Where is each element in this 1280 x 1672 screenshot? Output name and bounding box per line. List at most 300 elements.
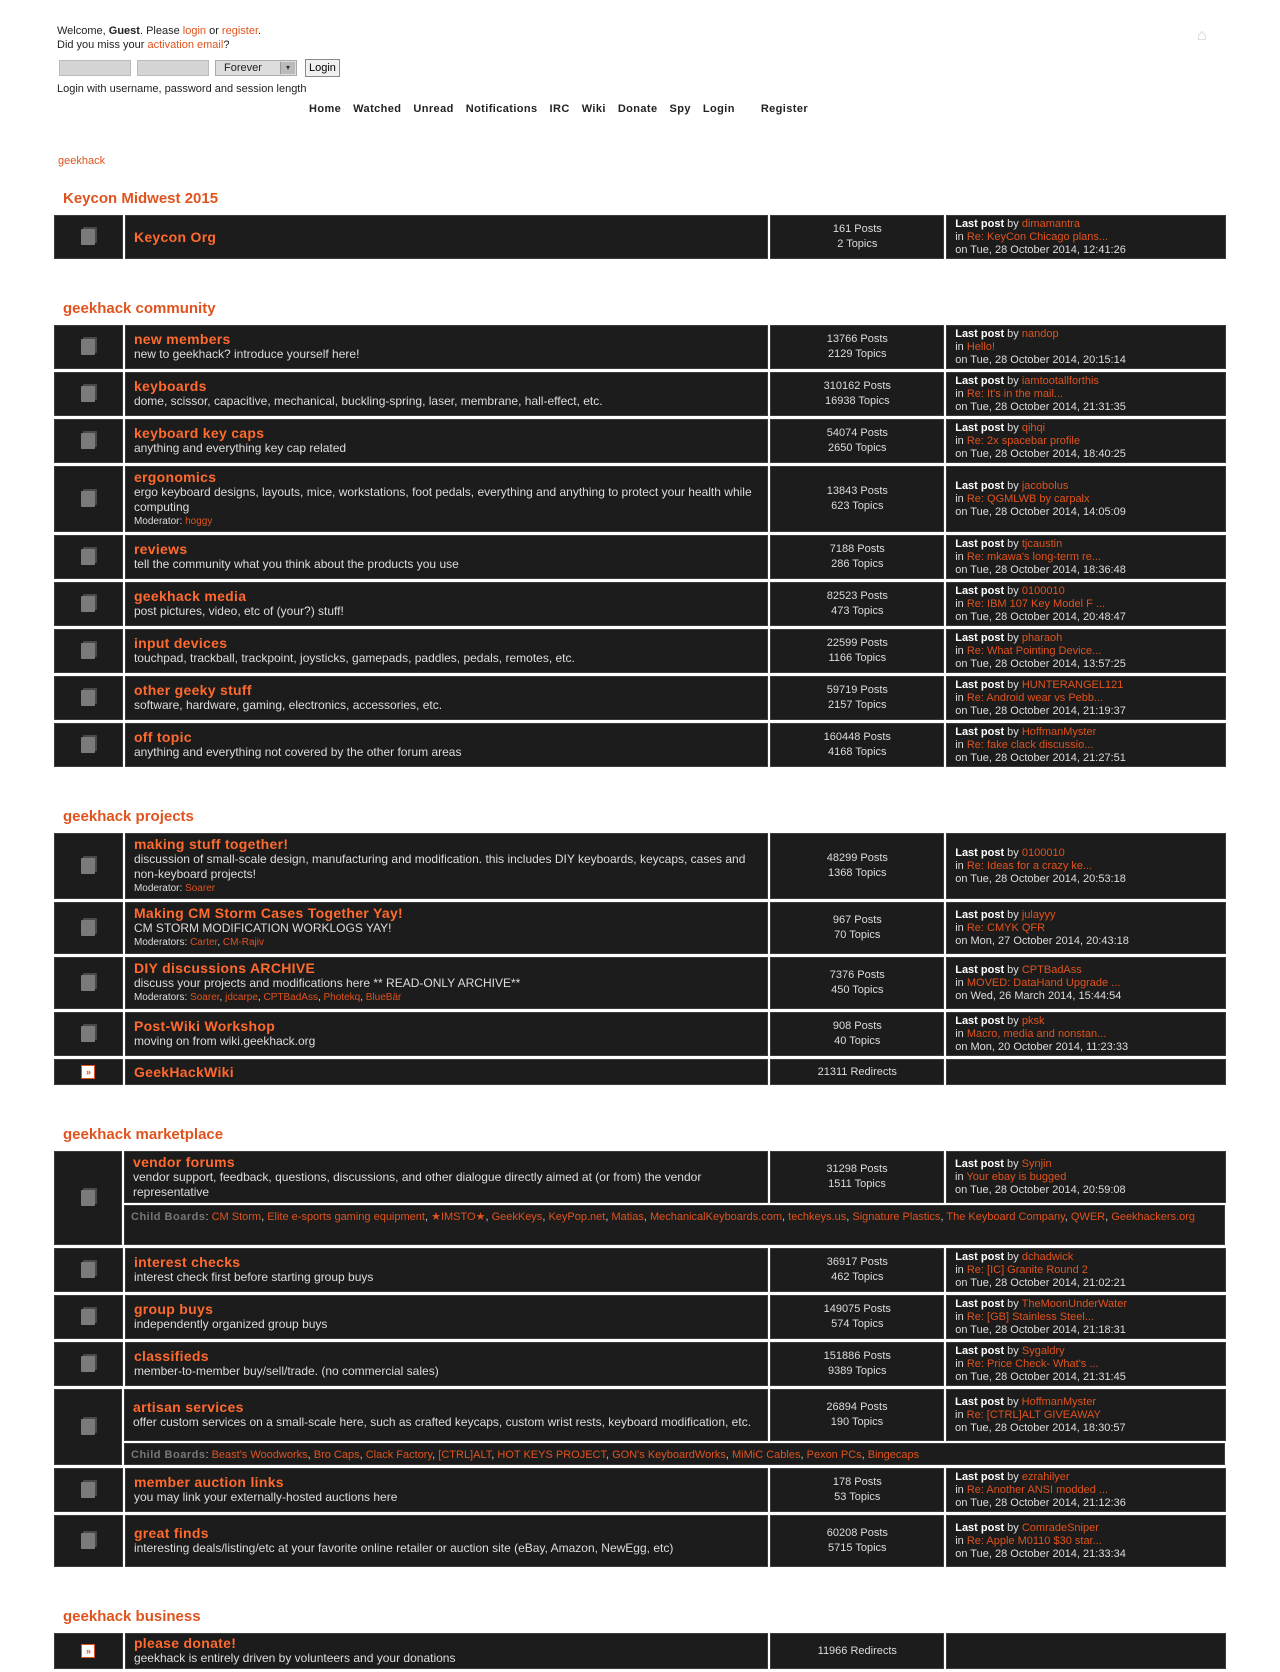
moderator-link[interactable]: Soarer	[185, 882, 216, 894]
last-post-label: Last post	[955, 725, 1005, 738]
child-board-link[interactable]: GeekKeys	[491, 1211, 543, 1223]
forum-stats	[770, 1248, 944, 1292]
activation-link[interactable]: activation email	[147, 39, 224, 51]
forum-row	[54, 1012, 1226, 1056]
main-nav	[309, 103, 820, 115]
post-count: 7376 Posts	[829, 969, 885, 981]
child-boards	[124, 1205, 1225, 1245]
last-post-by	[955, 1471, 1217, 1484]
login-form	[59, 59, 340, 76]
forum-row-top	[124, 1389, 1226, 1441]
forum-row	[54, 1515, 1226, 1567]
last-post-by	[955, 847, 1217, 860]
last-post-label: Last post	[955, 1250, 1005, 1263]
moderator-link[interactable]: hoggy	[185, 515, 213, 527]
board-no-new-posts-icon	[81, 1482, 95, 1498]
moderator-link[interactable]: CPTBadAss	[263, 992, 318, 1003]
separator: ,	[940, 1211, 947, 1223]
separator: ,	[219, 992, 226, 1003]
forum-stats	[770, 582, 944, 626]
category-title[interactable]: Keycon Midwest 2015	[63, 190, 219, 207]
last-topic-link[interactable]: Re: Another ANSI modded ...	[966, 1483, 1109, 1496]
forum-name-link[interactable]: DIY discussions ARCHIVE	[133, 960, 316, 976]
board-no-new-posts-icon	[81, 433, 95, 449]
forum-description: member-to-member buy/sell/trade. (no commercial sales)	[133, 1364, 439, 1378]
last-topic-link[interactable]: Re: [CTRL]ALT GIVEAWAY	[966, 1408, 1101, 1421]
last-post-topic	[955, 551, 1217, 564]
session-length-value: Forever	[224, 61, 262, 74]
post-count: 22599 Posts	[826, 637, 888, 649]
question-mark: ?	[223, 39, 230, 51]
forum-description: touchpad, trackball, trackpoint, joysticks, gamepads, paddles, pedals, remotes, etc.	[133, 651, 575, 665]
forum-name-link[interactable]: classifieds	[133, 1348, 209, 1364]
child-board-link[interactable]: MiMiC Cables	[732, 1449, 801, 1461]
forum-stats	[770, 419, 944, 463]
forum-icon-cell[interactable]	[54, 957, 123, 1009]
forum-description: interest check first before starting group buys	[133, 1270, 374, 1284]
forum-row	[54, 1151, 1226, 1245]
last-post-info	[946, 1295, 1226, 1339]
login-button[interactable]: Login	[305, 59, 340, 77]
forum-name-link[interactable]: off topic	[133, 729, 192, 745]
forum-icon-cell[interactable]	[54, 1012, 123, 1056]
category-title[interactable]: geekhack marketplace	[63, 1126, 224, 1143]
child-board-link[interactable]: Beast's Woodworks	[211, 1449, 308, 1461]
forum-description: dome, scissor, capacitive, mechanical, buckling-spring, laser, membrane, hall-effect, etc.	[133, 394, 603, 408]
last-poster-link[interactable]: 0100010	[1021, 846, 1065, 859]
password-input[interactable]	[137, 60, 209, 76]
last-poster-link[interactable]: jacobolus	[1021, 479, 1069, 492]
board-no-new-posts-icon	[81, 386, 95, 402]
last-post-label: Last post	[955, 374, 1005, 387]
forum-icon-cell[interactable]	[54, 1468, 123, 1512]
last-topic-link[interactable]: Re: IBM 107 Key Model F ...	[966, 597, 1106, 610]
forum-info	[125, 1059, 768, 1085]
forum-name-link[interactable]: geekhack media	[133, 588, 247, 604]
last-poster-link[interactable]: TheMoonUnderWater	[1021, 1297, 1128, 1310]
last-topic-link[interactable]: Re: CMYK QFR	[966, 921, 1046, 934]
post-count: 149075 Posts	[823, 1303, 891, 1315]
in-text: in	[955, 921, 967, 934]
last-post-label: Last post	[955, 1521, 1005, 1534]
last-post-label: Last post	[955, 584, 1005, 597]
in-text: in	[955, 492, 967, 505]
forum-icon-cell[interactable]	[54, 535, 123, 579]
forum-stats	[770, 1515, 944, 1567]
by-text: by	[1003, 1395, 1022, 1408]
forum-stats	[770, 1295, 944, 1339]
in-text: in	[955, 976, 967, 989]
in-text: in	[955, 340, 967, 353]
moderator-link[interactable]: Photekq	[323, 992, 361, 1003]
separator: ,	[782, 1211, 789, 1223]
last-topic-link[interactable]: Re: Apple M0110 $30 star...	[966, 1534, 1102, 1547]
last-topic-link[interactable]: Re: 2x spacebar profile	[966, 434, 1080, 447]
forum-row	[54, 676, 1226, 720]
forum-info	[125, 215, 768, 259]
category-title[interactable]: geekhack business	[63, 1608, 201, 1625]
last-topic-link[interactable]: Hello!	[966, 340, 995, 353]
forum-row	[54, 1342, 1226, 1386]
last-topic-link[interactable]: MOVED: DataHand Upgrade ...	[966, 976, 1121, 989]
post-count: 11966 Redirects	[817, 1644, 897, 1657]
last-poster-link[interactable]: pksk	[1021, 1014, 1045, 1027]
forum-icon-cell[interactable]	[54, 1295, 123, 1339]
last-poster-link[interactable]: nandop	[1021, 327, 1059, 340]
last-post-info	[946, 723, 1226, 767]
last-poster-link[interactable]: tjcaustin	[1021, 537, 1063, 550]
last-post-topic	[955, 341, 1217, 354]
last-post-by	[955, 679, 1217, 692]
last-post-by	[955, 538, 1217, 551]
last-topic-link[interactable]: Re: What Pointing Device...	[966, 644, 1102, 657]
topic-count: 462 Topics	[831, 1271, 884, 1283]
last-poster-link[interactable]: ezrahilyer	[1021, 1470, 1070, 1483]
last-post-date: on Tue, 28 October 2014, 18:40:25	[955, 447, 1126, 460]
board-no-new-posts-icon	[81, 1356, 95, 1372]
topic-count: 190 Topics	[830, 1416, 884, 1428]
forum-name-link[interactable]: Making CM Storm Cases Together Yay!	[133, 905, 403, 921]
colon: :	[205, 1211, 212, 1223]
board-no-new-posts-icon	[81, 643, 95, 659]
post-count: 13843 Posts	[826, 485, 888, 497]
last-post-by	[955, 1345, 1217, 1358]
child-boards	[124, 1443, 1225, 1465]
moderator-label: Moderator:	[133, 882, 186, 894]
last-post-topic	[955, 1484, 1217, 1497]
forum-name-link[interactable]: Post-Wiki Workshop	[133, 1018, 276, 1034]
forum-name-link[interactable]: great finds	[133, 1525, 209, 1541]
category-title[interactable]: geekhack projects	[63, 808, 194, 825]
forum-name-link[interactable]: artisan services	[133, 1399, 244, 1415]
forum-icon-cell[interactable]	[54, 1342, 123, 1386]
topic-count: 2157 Topics	[828, 699, 887, 711]
last-post-topic	[955, 435, 1217, 448]
moderator-link[interactable]: Carter	[190, 937, 218, 948]
separator: ,	[261, 1211, 268, 1223]
post-count: 161 Posts	[832, 223, 882, 235]
board-no-new-posts-icon	[81, 229, 95, 245]
forum-name-link[interactable]: reviews	[133, 541, 188, 557]
forum-info	[125, 902, 768, 954]
forum-icon-cell[interactable]	[54, 1059, 123, 1085]
last-topic-link[interactable]: Re: Price Check- What's ...	[966, 1357, 1099, 1370]
board-no-new-posts-icon	[81, 975, 95, 991]
child-board-link[interactable]: Signature Plastics	[852, 1211, 941, 1223]
forum-name-link[interactable]: GeekHackWiki	[133, 1063, 234, 1080]
moderator-link[interactable]: CM-Rajiv	[222, 937, 264, 948]
forum-name-link[interactable]: new members	[133, 331, 231, 347]
forum-info	[125, 629, 768, 673]
forum-info	[125, 582, 768, 626]
forum-row	[54, 325, 1226, 369]
post-count: 151886 Posts	[823, 1350, 891, 1362]
forum-stats	[770, 1633, 944, 1669]
separator: ,	[542, 1211, 549, 1223]
nav-item-irc[interactable]: IRC	[549, 103, 570, 115]
forum-name-link[interactable]: member auction links	[133, 1474, 284, 1490]
last-topic-link[interactable]: Re: It's in the mail...	[966, 387, 1064, 400]
last-poster-link[interactable]: iamtootallforthis	[1021, 374, 1099, 387]
in-text: in	[955, 1170, 967, 1183]
in-text: in	[955, 1408, 967, 1421]
post-count: 59719 Posts	[826, 684, 888, 696]
last-post-label: Last post	[955, 1395, 1004, 1408]
forum-description: discuss your projects and modifications here ** READ-ONLY ARCHIVE**	[133, 976, 521, 990]
forum-icon-cell[interactable]	[54, 629, 123, 673]
by-text: by	[1004, 725, 1022, 738]
nav-item-login[interactable]: Login	[702, 103, 735, 115]
nav-item-notifications[interactable]: Notifications	[465, 103, 538, 115]
last-post-by	[955, 632, 1217, 645]
child-board-link[interactable]: The Keyboard Company	[946, 1211, 1065, 1223]
in-text: in	[955, 1263, 967, 1276]
last-post-by	[955, 328, 1217, 341]
forum-icon-cell[interactable]	[54, 419, 123, 463]
by-text: by	[1004, 537, 1022, 550]
forum-icon-cell[interactable]	[54, 215, 123, 259]
child-board-link[interactable]: MechanicalKeyboards.com	[649, 1211, 783, 1223]
forum-row	[54, 535, 1226, 579]
last-post-info	[946, 902, 1226, 954]
forum-icon-cell[interactable]	[54, 325, 123, 369]
forum-stats	[770, 372, 944, 416]
child-board-link[interactable]: ★IMSTO★	[431, 1211, 486, 1223]
forum-row	[54, 723, 1226, 767]
topic-count: 9389 Topics	[828, 1365, 887, 1377]
forum-icon-cell[interactable]	[54, 833, 123, 899]
topic-count: 2 Topics	[837, 238, 878, 250]
nav-item-watched[interactable]: Watched	[353, 103, 402, 115]
child-board-link[interactable]: [CTRL]ALT	[438, 1449, 492, 1461]
board-no-new-posts-icon	[81, 549, 95, 565]
user-panel	[57, 24, 261, 52]
forum-row	[54, 833, 1226, 899]
last-post-date: on Tue, 28 October 2014, 21:12:36	[955, 1496, 1126, 1509]
moderator-link[interactable]: jdcarpe	[225, 992, 258, 1003]
child-board-link[interactable]: techkeys.us	[788, 1211, 847, 1223]
child-board-link[interactable]: Clack Factory	[365, 1449, 433, 1461]
forum-name-link[interactable]: other geeky stuff	[133, 682, 252, 698]
child-board-link[interactable]: Bingecaps	[867, 1449, 920, 1461]
forum-name-link[interactable]: keyboard key caps	[133, 425, 265, 441]
board-no-new-posts-icon	[81, 1026, 95, 1042]
separator: ,	[1064, 1211, 1071, 1223]
forum-stats	[770, 957, 944, 1009]
last-post-info	[946, 325, 1226, 369]
forum-info	[125, 1633, 768, 1669]
last-post-label: Last post	[955, 1344, 1005, 1357]
last-poster-link[interactable]: Synjin	[1021, 1157, 1052, 1170]
forum-name-link[interactable]: keyboards	[133, 378, 207, 394]
last-post-topic	[955, 645, 1217, 658]
last-post-label: Last post	[955, 1157, 1004, 1170]
dropdown-arrow-icon: ▾	[280, 62, 295, 74]
breadcrumb-home-link[interactable]: geekhack	[58, 155, 106, 167]
last-poster-link[interactable]: HUNTERANGEL121	[1021, 678, 1124, 691]
forum-stats	[770, 215, 944, 259]
child-board-link[interactable]: GON's KeyboardWorks	[612, 1449, 726, 1461]
register-link[interactable]: register	[221, 25, 258, 37]
last-topic-link[interactable]: Re: [IC] Granite Round 2	[966, 1263, 1088, 1276]
last-poster-link[interactable]: dimamantra	[1021, 217, 1080, 230]
last-post-topic	[955, 1409, 1217, 1422]
in-text: in	[955, 1357, 967, 1370]
child-board-link[interactable]: Geekhackers.org	[1111, 1211, 1196, 1223]
last-topic-link[interactable]: Re: mkawa's long-term re...	[966, 550, 1101, 563]
forum-info	[125, 1342, 768, 1386]
last-topic-link[interactable]: Re: Android wear vs Pebb...	[966, 691, 1104, 704]
login-link[interactable]: login	[182, 25, 207, 37]
welcome-line	[57, 24, 261, 38]
forum-icon-cell[interactable]	[54, 1633, 123, 1669]
forum-row	[54, 1059, 1226, 1085]
moderator-link[interactable]: Soarer	[190, 992, 220, 1003]
topic-count: 16938 Topics	[824, 395, 890, 407]
forum-icon-cell[interactable]	[54, 902, 123, 954]
forum-name-link[interactable]: making stuff together!	[133, 835, 289, 852]
last-post-info	[946, 535, 1226, 579]
last-poster-link[interactable]: ComradeSniper	[1021, 1521, 1099, 1534]
last-topic-link[interactable]: Re: fake clack discussio...	[966, 738, 1094, 751]
child-board-link[interactable]: Pexon PCs	[806, 1449, 862, 1461]
child-board-link[interactable]: Elite e-sports gaming equipment	[267, 1211, 425, 1223]
forum-info	[125, 1248, 768, 1292]
in-text: in	[955, 1534, 967, 1547]
last-poster-link[interactable]: qihqi	[1021, 421, 1046, 434]
last-topic-link[interactable]: Re: Ideas for a crazy ke...	[966, 859, 1093, 872]
forum-name-link[interactable]: Keycon Org	[133, 228, 217, 245]
topic-count: 574 Topics	[831, 1318, 884, 1330]
topic-count: 2650 Topics	[828, 442, 887, 454]
child-board-link[interactable]: QWER	[1070, 1211, 1106, 1223]
last-post-date: on Tue, 28 October 2014, 21:27:51	[955, 751, 1126, 764]
forum-row	[54, 902, 1226, 954]
last-topic-link[interactable]: Your ebay is bugged	[966, 1170, 1067, 1183]
category-title[interactable]: geekhack community	[63, 300, 216, 317]
topic-count: 1166 Topics	[828, 652, 887, 664]
forum-name-link[interactable]: ergonomics	[133, 468, 217, 485]
separator: ,	[317, 992, 324, 1003]
forum-icon-cell[interactable]	[54, 723, 123, 767]
last-topic-link[interactable]: Re: QGMLWB by carpalx	[966, 492, 1090, 505]
forum-name-link[interactable]: please donate!	[133, 1635, 237, 1651]
topic-count: 623 Topics	[831, 500, 884, 512]
nav-item-spy[interactable]: Spy	[669, 103, 691, 115]
redirect-icon: »	[81, 1065, 95, 1079]
forum-icon-cell[interactable]	[54, 582, 123, 626]
nav-item-unread[interactable]: Unread	[413, 103, 454, 115]
forum-info	[125, 535, 768, 579]
post-count: 21311 Redirects	[817, 1065, 897, 1078]
last-post-info	[946, 629, 1226, 673]
forum-icon-cell[interactable]	[54, 466, 123, 532]
forum-stats	[770, 629, 944, 673]
board-no-new-posts-icon	[81, 491, 95, 507]
last-poster-link[interactable]: CPTBadAss	[1021, 963, 1082, 976]
username-input[interactable]	[59, 60, 131, 76]
forum-info	[125, 466, 768, 532]
last-poster-link[interactable]: julayyy	[1021, 908, 1056, 921]
forum-stats	[770, 833, 944, 899]
login-help-text: Login with username, password and session length	[57, 83, 307, 95]
child-board-link[interactable]: HOT KEYS PROJECT	[497, 1449, 606, 1461]
forum-info	[125, 372, 768, 416]
forum-icon-cell[interactable]	[54, 1389, 122, 1465]
in-text: in	[955, 644, 967, 657]
post-count: 13766 Posts	[826, 333, 888, 345]
separator: ,	[360, 992, 366, 1003]
post-count: 82523 Posts	[826, 590, 888, 602]
last-post-by	[955, 480, 1217, 493]
forum-name-link[interactable]: input devices	[133, 635, 228, 651]
by-text: by	[1004, 1521, 1022, 1534]
last-post-topic	[955, 860, 1217, 873]
forum-name-link[interactable]: interest checks	[133, 1254, 241, 1270]
last-poster-link[interactable]: HoffmanMyster	[1021, 725, 1097, 738]
colon: :	[205, 1449, 212, 1461]
last-post-topic	[955, 1358, 1217, 1371]
child-board-link[interactable]: Matias	[611, 1211, 644, 1223]
last-poster-link[interactable]: pharaoh	[1021, 631, 1063, 644]
moderator-link[interactable]: BlueBär	[365, 992, 402, 1003]
separator: ,	[432, 1449, 439, 1461]
board-no-new-posts-icon	[81, 1533, 95, 1549]
post-count: 178 Posts	[832, 1476, 882, 1488]
nav-item-wiki[interactable]: Wiki	[581, 103, 606, 115]
topic-count: 70 Topics	[834, 929, 881, 941]
in-text: in	[955, 1483, 967, 1496]
forum-info	[125, 723, 768, 767]
forum-description: anything and everything not covered by the other forum areas	[133, 745, 462, 759]
forum-icon-cell[interactable]	[54, 676, 123, 720]
session-length-select[interactable]	[215, 60, 297, 76]
forum-icon-cell[interactable]	[54, 1248, 123, 1292]
last-topic-link[interactable]: Re: [GB] Stainless Steel...	[966, 1310, 1095, 1323]
collapse-up-icon[interactable]: ⌂	[1197, 27, 1207, 44]
forum-stats	[770, 1342, 944, 1386]
last-post-date: on Tue, 28 October 2014, 21:02:21	[955, 1276, 1126, 1289]
last-topic-link[interactable]: Macro, media and nonstan...	[966, 1027, 1107, 1040]
nav-item-home[interactable]: Home	[309, 103, 342, 115]
last-poster-link[interactable]: 0100010	[1021, 584, 1065, 597]
forum-name-link[interactable]: vendor forums	[133, 1153, 235, 1170]
child-board-link[interactable]: CM Storm	[211, 1211, 262, 1223]
nav-item-donate[interactable]: Donate	[617, 103, 658, 115]
child-board-link[interactable]: Bro Caps	[313, 1449, 360, 1461]
forum-info	[125, 1012, 768, 1056]
last-poster-link[interactable]: dchadwick	[1021, 1250, 1074, 1263]
forum-stats	[770, 723, 944, 767]
by-text: by	[1004, 374, 1022, 387]
forum-icon-cell[interactable]	[54, 1515, 123, 1567]
forum-icon-cell[interactable]	[54, 1151, 122, 1245]
last-topic-link[interactable]: Re: KeyCon Chicago plans...	[966, 230, 1109, 243]
board-no-new-posts-icon	[81, 1419, 95, 1435]
last-post-label: Last post	[955, 963, 1005, 976]
category-spacer	[54, 1570, 1226, 1600]
forum-name-link[interactable]: group buys	[133, 1301, 214, 1317]
board-no-new-posts-icon	[81, 339, 95, 355]
last-poster-link[interactable]: HoffmanMyster	[1021, 1395, 1097, 1408]
board-no-new-posts-icon	[81, 1190, 95, 1206]
child-board-link[interactable]: KeyPop.net	[548, 1211, 606, 1223]
forum-row	[54, 1295, 1226, 1339]
forum-icon-cell[interactable]	[54, 372, 123, 416]
last-poster-link[interactable]: Sygaldry	[1021, 1344, 1065, 1357]
last-post-by	[955, 218, 1217, 231]
nav-item-register[interactable]: Register	[760, 103, 809, 115]
